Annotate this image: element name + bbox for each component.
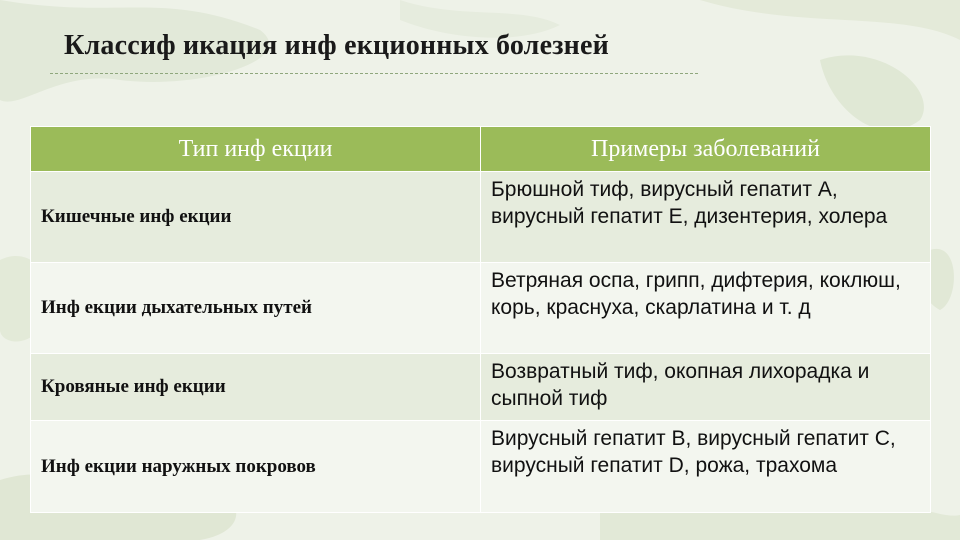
table-row	[31, 354, 931, 421]
table-row	[31, 263, 931, 354]
row-examples-cell: Возвратный тиф, окопная лихорадка и сыпной тиф	[481, 354, 931, 421]
slide-title: Классиф икация инф екционных болезней	[64, 30, 609, 61]
title-underline	[50, 73, 698, 74]
row-examples-cell: Ветряная оспа, грипп, дифтерия, коклюш, корь, краснуха, скарлатина и т. д	[481, 263, 931, 354]
row-type-cell: Кишечные инф екции	[31, 172, 481, 263]
header-infection-type: Тип инф екции	[31, 127, 481, 172]
table-row	[31, 421, 931, 513]
table-row	[31, 172, 931, 263]
row-examples-cell: Вирусный гепатит В, вирусный гепатит С, вирусный гепатит D, рожа, трахома	[481, 421, 931, 513]
table-header-row	[31, 127, 931, 172]
infection-classification-table	[30, 126, 931, 513]
row-type-cell: Кровяные инф екции	[31, 354, 481, 421]
row-type-cell: Инф екции наружных покровов	[31, 421, 481, 513]
row-examples-cell: Брюшной тиф, вирусный гепатит А, вирусный гепатит Е, дизентерия, холера	[481, 172, 931, 263]
row-type-cell: Инф екции дыхательных путей	[31, 263, 481, 354]
header-disease-examples: Примеры заболеваний	[481, 127, 931, 172]
